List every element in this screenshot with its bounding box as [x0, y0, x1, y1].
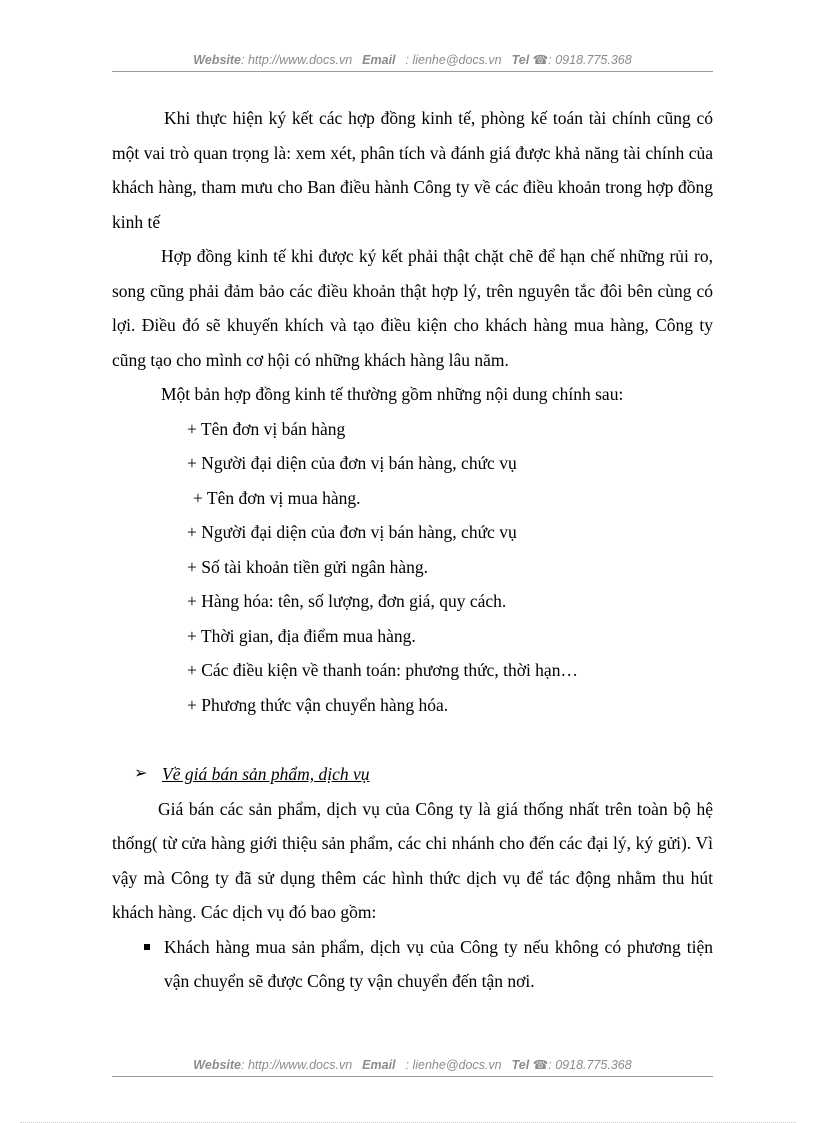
page-header	[112, 52, 713, 67]
header-email-value: : lienhe@docs.vn	[405, 53, 502, 67]
paragraph-contract-requirements: Hợp đồng kinh tế khi được ký kết phải thật chặt chẽ để hạn chế những rủi ro, song cũng phải đảm bảo các điều khoản thật hợp lý, trên nguyên tắc đôi bên cùng có lợi. Điều đó sẽ khuyến khích và tạo điều kiện cho khách hàng mua hàng, Công ty cũng tạo cho mình cơ hội có những khách hàng lâu năm.	[112, 246, 713, 370]
paragraph-contract-contents-intro: Một bản hợp đồng kinh tế thường gồm những nội dung chính sau:	[161, 384, 624, 404]
contract-item: + Thời gian, địa điểm mua hàng.	[187, 625, 416, 646]
bullet-text: Khách hàng mua sản phẩm, dịch vụ của Công ty nếu không có phương tiện vận chuyển sẽ được Công ty vận chuyển đến tận nơi.	[164, 936, 713, 991]
section-title: Về giá bán sản phẩm, dịch vụ	[162, 764, 370, 784]
arrow-bullet-icon: ➢	[134, 765, 148, 782]
paragraph-accounting-role: Khi thực hiện ký kết các hợp đồng kinh tế, phòng kế toán tài chính cũng có một vai trò quan trọng là: xem xét, phân tích và đánh giá được khả năng tài chính của khách hàng, tham mưu cho Ban điều hành Công ty về các điều khoản trong hợp đồng kinh tế	[112, 108, 713, 232]
footer-rule	[112, 1076, 713, 1077]
header-email-label: Email	[362, 53, 396, 67]
contract-item: + Số tài khoản tiền gửi ngân hàng.	[187, 556, 428, 577]
footer-website-label: Website	[193, 1058, 241, 1072]
phone-icon: ☎	[532, 1058, 549, 1072]
contract-item: + Tên đơn vị mua hàng.	[193, 487, 361, 508]
header-tel-value: : 0918.775.368	[548, 53, 632, 67]
contract-item: + Phương thức vận chuyển hàng hóa.	[187, 694, 449, 715]
contract-item: + Người đại diện của đơn vị bán hàng, chức vụ	[187, 522, 517, 542]
header-rule	[112, 71, 713, 72]
footer-email-label: Email	[362, 1058, 396, 1072]
header-tel-label: Tel	[511, 53, 530, 67]
contract-item: + Các điều kiện về thanh toán: phương thức, thời hạn…	[187, 660, 578, 680]
paragraph-pricing: Giá bán các sản phẩm, dịch vụ của Công ty là giá thống nhất trên toàn bộ hệ thống( từ cửa hàng giới thiệu sản phẩm, các chi nhánh cho đến các đại lý, ký gửi). Vì vậy mà Công ty đã sử dụng thêm các hình thức dịch vụ để tác động nhằm thu hút khách hàng. Các dịch vụ đó bao gồm:	[112, 798, 713, 922]
footer-tel-value: : 0918.775.368	[548, 1058, 632, 1072]
footer-website-value: : http://www.docs.vn	[241, 1058, 353, 1072]
square-bullet-icon	[144, 944, 150, 950]
section-heading-pricing	[112, 757, 713, 792]
page-footer	[112, 1057, 713, 1072]
bullet-item	[112, 930, 713, 999]
footer-tel-label: Tel	[511, 1058, 530, 1072]
header-website-value: : http://www.docs.vn	[241, 53, 353, 67]
contract-item: + Tên đơn vị bán hàng	[187, 418, 346, 439]
contract-item: + Người đại diện của đơn vị bán hàng, chức vụ	[187, 453, 517, 473]
header-website-label: Website	[193, 53, 241, 67]
document-body	[112, 101, 713, 999]
phone-icon: ☎	[532, 53, 549, 67]
footer-email-value: : lienhe@docs.vn	[405, 1058, 502, 1072]
contract-item: + Hàng hóa: tên, số lượng, đơn giá, quy cách.	[187, 591, 507, 611]
